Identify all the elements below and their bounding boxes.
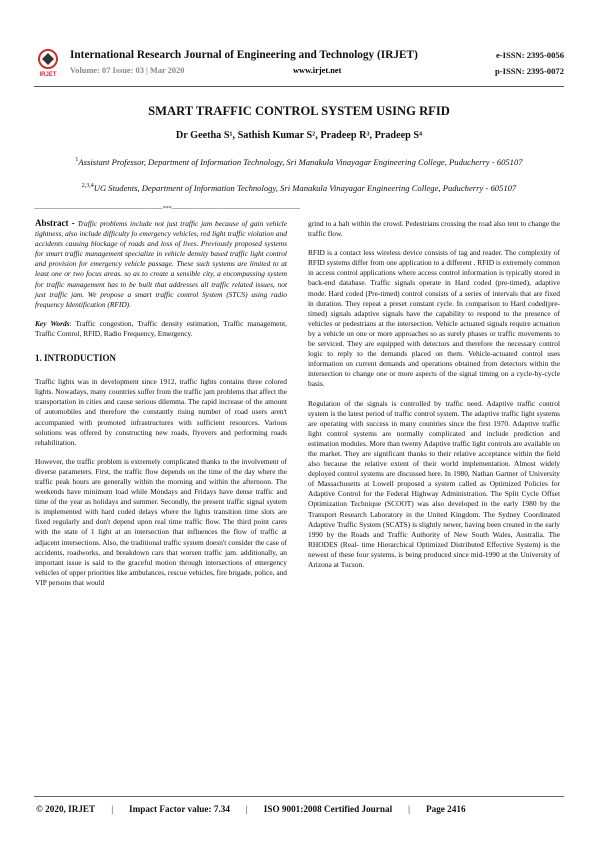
body-paragraph: Regulation of the signals is controlled by traffic need. Adaptive traffic control system is the latest period of traffic control system. The adaptive traffic light systems are operating with success in many countries since the first 1970. Adaptive traffic light control systems are normally complicated and include prediction and estimation modules. More than twenty Adaptive traffic light controls are available on the market. They are significant thanks to their relative acceptance within the field also because the relative extent of their world implementation. Almost widely deployed control systems are discussed here. In 1980, Nathan Gartner of University of Massachusetts at Lowell proposed a system called as Optimized Policies for Adaptive Control for the Federal Highway Administration. The Split Cycle Offset Optimization Technique (SCOOT) was also developed in the early 1980 by the Transport Research Laboratory in the United Kingdom. The Sydney Coordinated Adaptive Traffic System (SCATS) is slightly newer, having been created in the early 1990 by the Roads and Traffic Authority of New South Wales, Australia. The RHODES (Real- time Hierarchical Optimized Distributed Effective System) is the newest of these four systems, is being produced since mid-1990 at the University of Arizona at Tucson. [308, 398, 560, 569]
journal-header [34, 48, 564, 84]
journal-website-link[interactable]: www.irjet.net [293, 66, 342, 75]
logo-text: IRJET [39, 72, 57, 78]
footer-copyright: © 2020, IRJET [36, 804, 96, 814]
affiliation-2 [34, 180, 564, 194]
section-heading-introduction: 1. INTRODUCTION [35, 353, 117, 364]
footer-page-number: Page 2416 [425, 804, 466, 814]
left-column [35, 218, 287, 597]
footer-separator: | [111, 804, 114, 814]
footer-separator: | [408, 804, 410, 814]
issue-line [70, 66, 342, 75]
intro-paragraph: However, the traffic problem is extremely complicated thanks to the involvement of diverse parameters. First, the traffic flow depends on the time of the day where the traffic peak hours are generally within the morning and within the afternoon. The weekends have minimum load while Mondays and Fridays have dense traffic and time of the year as holidays and summer. Secondly, the present traffic signal system is implemented with hard coded delays where the lights transition time slots are fixed regularly and don't depend upon real time traffic flow. The third point cares with the state of 1 light at an intersection that influences the flow of traffic at adjacent intersections. Also, the traditional traffic system doesn't consider the case of accidents, roadworks, and breakdown cars that worsen traffic jam. additionally, an important issue is said to the graceful motion through intersections of emergency vehicles of upper priorities like ambulances, rescue vehicles, fire brigade, police, and VIP persons that would [35, 456, 287, 587]
affiliation-1-text: Assistant Professor, Department of Information Technology, Sri Manakula Vinayagar Engineering College, Puducherry - 605107 [78, 156, 523, 167]
abstract-text: Traffic problems include not just traffic jam because of gain vehicle tightness, also include difficulty fo emergency vehicles, red light traffic violation and accidents causing blockage of roads and loss of lives. Previously proposed systems for smart traffic management specialize in vehicle density based traffic light control and provision for emergency vehicle passage. These such systems are limited to at least one or two focus areas. so as to create a sensible city, a encompassing system for traffic management has to be built that addresses all traffic related issues, not just traffic jam. We propose a smart traffic control System (STCS) using radio frequency Identification (RFID). [35, 219, 287, 309]
affiliation-1 [34, 154, 564, 168]
keywords-label: Key Words [35, 318, 70, 328]
affiliation-2-text: UG Students, Department of Information Technology, Sri Manakula Vinayagar Engineering College, Puducherry - 605107 [93, 182, 517, 193]
body-paragraph: RFID is a contact less wireless device consists of tag and reader. The complexity of RFID systems differ from one application to a different . RFID is extremely common in access control applications where access control information is typically stored in back-end database. Traffic signals operate in Hard coded (pre-timed), adaptive mode. Hard coded (Pre-timed) control consists of a series of intervals that are fixed in duration. They repeat a preset constant cycle. In comparison to Hard coded(pre-timed) signals adaptive signals have the capability to respond to the presence of vehicles or pedestrians at the intersection. Vehicle actuated signals require actuation by a vehicle on one or more approaches so as surely phases or traffic movements to be serviced. They are equipped with detectors and therefore the necessary control logic to reply to the demands placed on them. Vehicle-actuated control uses information on current demands and operations obtained from detectors within the intersection to change one or more aspects of the signal timing on a cycle-by-cycle basis. [308, 248, 560, 389]
keywords [35, 319, 287, 339]
keywords-text: : Traffic congestion, Traffic density estimation, Traffic management, Traffic Control, RFID, Radio Frequency, Emergency. [35, 318, 287, 338]
volume-info: Volume: 07 Issue: 03 | Mar 2020 [70, 66, 185, 75]
affiliation-1-marker: 1 [75, 157, 79, 163]
e-issn: e-ISSN: 2395-0056 [495, 50, 564, 60]
footer-iso: ISO 9001:2008 Certified Journal [263, 804, 393, 814]
footer-separator: | [245, 804, 248, 814]
irjet-logo-icon [34, 48, 62, 78]
intro-paragraph: Traffic lights was in development since 1912, traffic lights contains three colored lights. Nowadays, many countries suffer from the traffic jam problems that affect the transportation in cities and cause serious dilemma. The rapid increase of the amount of automobiles and therefore the constantly rising number of road users aren't accompanied with promoted infrastructures with sufficient resources. Various solutions was offered by constructing new roads, flyovers and performing roads rehabilitation. [35, 377, 287, 447]
header-rule [34, 86, 564, 87]
right-column [308, 219, 560, 579]
section-separator: ---------------------------------------------------------------------***--------------------------------------------------------------------- [34, 205, 301, 212]
paper-title: SMART TRAFFIC CONTROL SYSTEM USING RFID [148, 104, 450, 118]
footer-impact-factor: Impact Factor value: 7.34 [129, 804, 230, 814]
page-footer [36, 804, 562, 814]
journal-title: International Research Journal of Engineering and Technology (IRJET) [70, 49, 418, 61]
abstract-label: Abstract - [35, 218, 75, 228]
footer-rule [34, 796, 564, 797]
author-list: Dr Geetha S¹, Sathish Kumar S², Pradeep R³, Pradeep S⁴ [175, 130, 423, 141]
p-issn: p-ISSN: 2395-0072 [495, 66, 564, 76]
abstract [35, 218, 287, 310]
affiliation-2-marker: 2,3,4 [81, 183, 94, 189]
body-paragraph: grind to a halt within the crowd. Pedestrians crossing the road also tent to change the traffic flow. [308, 219, 560, 239]
